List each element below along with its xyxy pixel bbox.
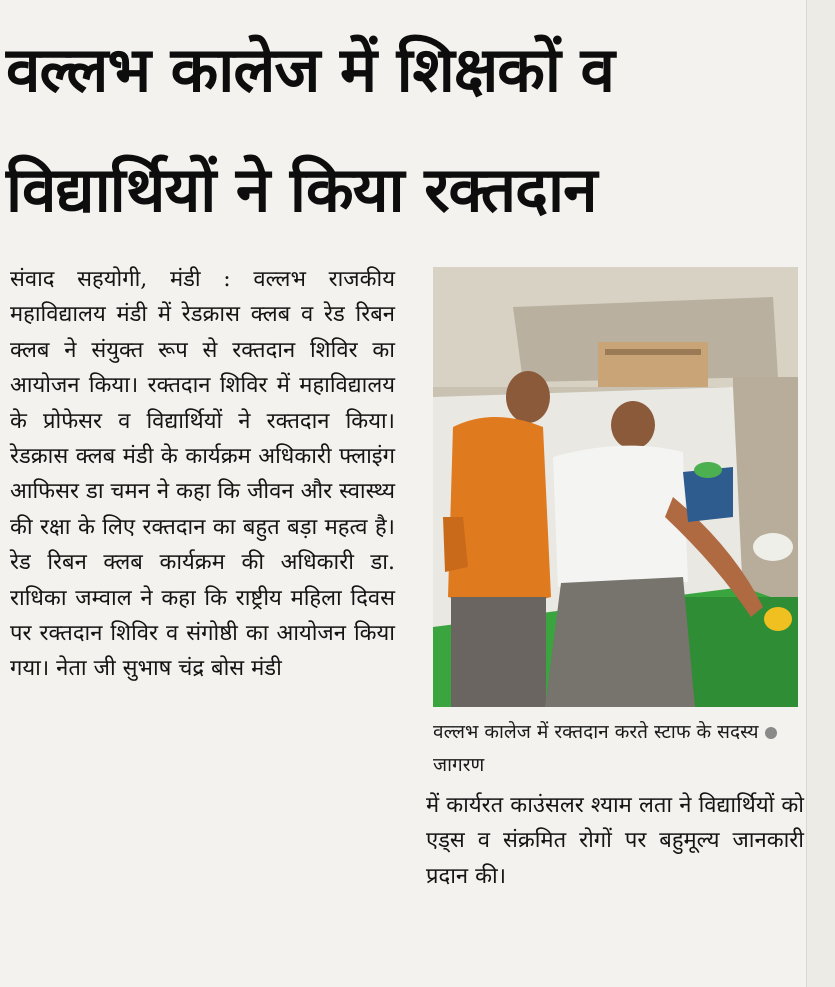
headline-line-1: वल्लभ कालेज में शिक्षकों व	[6, 33, 615, 106]
headline	[6, 10, 801, 250]
news-photo	[433, 267, 798, 707]
credit-bullet-icon	[765, 727, 777, 739]
article-body-left: संवाद सहयोगी, मंडी : वल्लभ राजकीय महाविद्यालय मंडी में रेडक्रास क्लब व रेड रिबन क्लब ने संयुक्त रूप से रक्तदान शिविर का आयोजन किया। रक्तदान शिविर में महाविद्यालय के प्रोफेसर व विद्यार्थियों ने रक्तदान किया। रेडक्रास क्लब मंडी के कार्यक्रम अधिकारी फ्लाइंग आफिसर डा चमन ने कहा कि जीवन और स्वास्थ्य की रक्षा के लिए रक्तदान का बहुत बड़ा महत्व है। रेड रिबन क्लब कार्यक्रम की अधिकारी डा. राधिका जम्वाल ने कहा कि राष्ट्रीय महिला दिवस पर रक्तदान शिविर व संगोष्ठी का आयोजन किया गया। नेता जी सुभाष चंद्र बोस मंडी	[10, 267, 395, 682]
article-body-right: में कार्यरत काउंसलर श्याम लता ने विद्यार्थियों को एड्स व संक्रमित रोगों पर बहुमूल्य जानकारी प्रदान की।	[426, 793, 804, 889]
photo-caption	[433, 716, 803, 782]
blood-donation-photo-illustration	[433, 267, 798, 707]
photo-caption-text: वल्लभ कालेज में रक्तदान करते स्टाफ के सदस्य	[433, 721, 759, 743]
photo-credit: जागरण	[433, 754, 485, 776]
headline-line-2: विद्यार्थियों ने किया रक्तदान	[6, 153, 597, 226]
page-edge	[806, 0, 835, 987]
